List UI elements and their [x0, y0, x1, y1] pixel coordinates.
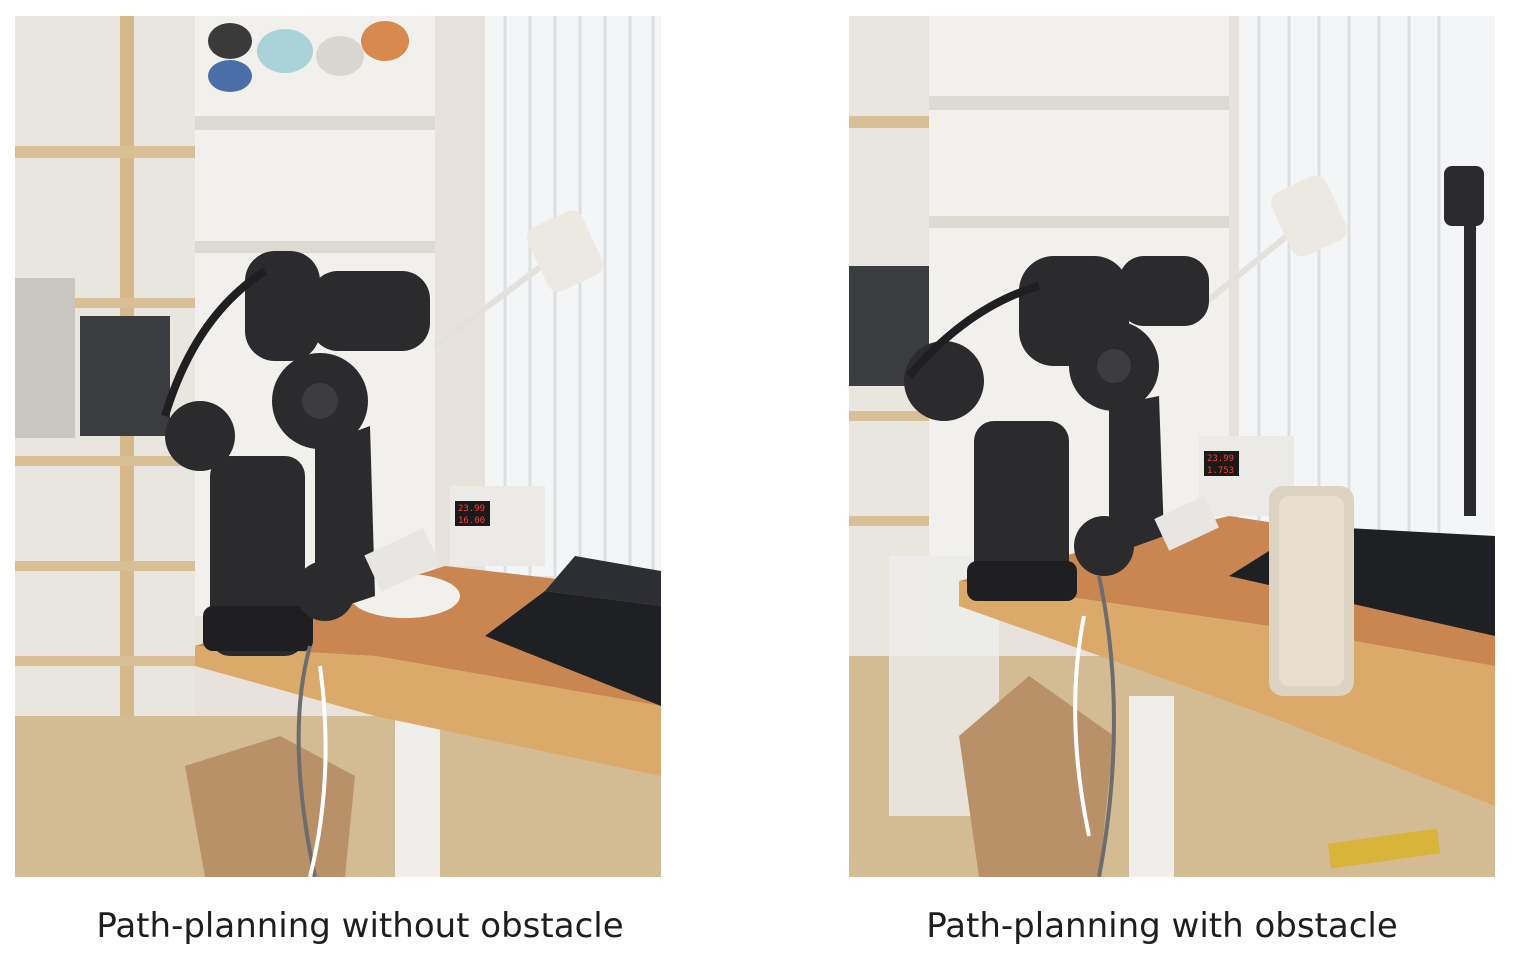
psu-current: 16.00	[458, 516, 486, 526]
photo-with-obstacle	[849, 16, 1495, 877]
robot-wrist	[295, 561, 355, 621]
robot-shoulder	[245, 251, 320, 361]
robot-wrist	[1074, 516, 1134, 576]
power-supply	[450, 486, 545, 566]
caption-without-obstacle: Path-planning without obstacle	[96, 906, 624, 946]
bookshelf-shelf	[929, 216, 1229, 228]
caption-with-obstacle: Path-planning with obstacle	[926, 906, 1398, 946]
parts-drawers	[80, 316, 170, 436]
robot-shoulder-joint	[904, 341, 984, 421]
robot-upper-arm	[310, 271, 430, 351]
desk-leg	[395, 716, 440, 877]
photo-without-obstacle	[15, 16, 661, 877]
bookshelf-shelf	[195, 241, 435, 253]
robot-elbow-hub	[1097, 349, 1131, 383]
bookshelf-shelf	[929, 96, 1229, 110]
photo-without-obstacle-scene	[15, 16, 661, 877]
psu-current: 1.753	[1207, 466, 1235, 476]
robot-upper-arm	[1119, 256, 1209, 326]
obstacle-box-face	[1279, 496, 1344, 686]
psu-voltage: 23.99	[1207, 454, 1235, 464]
camera-mount	[1444, 166, 1484, 226]
bookshelf-shelf	[195, 116, 435, 130]
photo-with-obstacle-scene	[849, 16, 1495, 877]
robot-base-mount	[967, 561, 1077, 601]
robot-shoulder-joint	[165, 401, 235, 471]
robot-base-mount	[203, 606, 313, 651]
3d-printer	[15, 278, 75, 438]
robot-elbow-hub	[302, 383, 338, 419]
psu-voltage: 23.99	[458, 504, 486, 514]
desk-leg	[1129, 696, 1174, 877]
